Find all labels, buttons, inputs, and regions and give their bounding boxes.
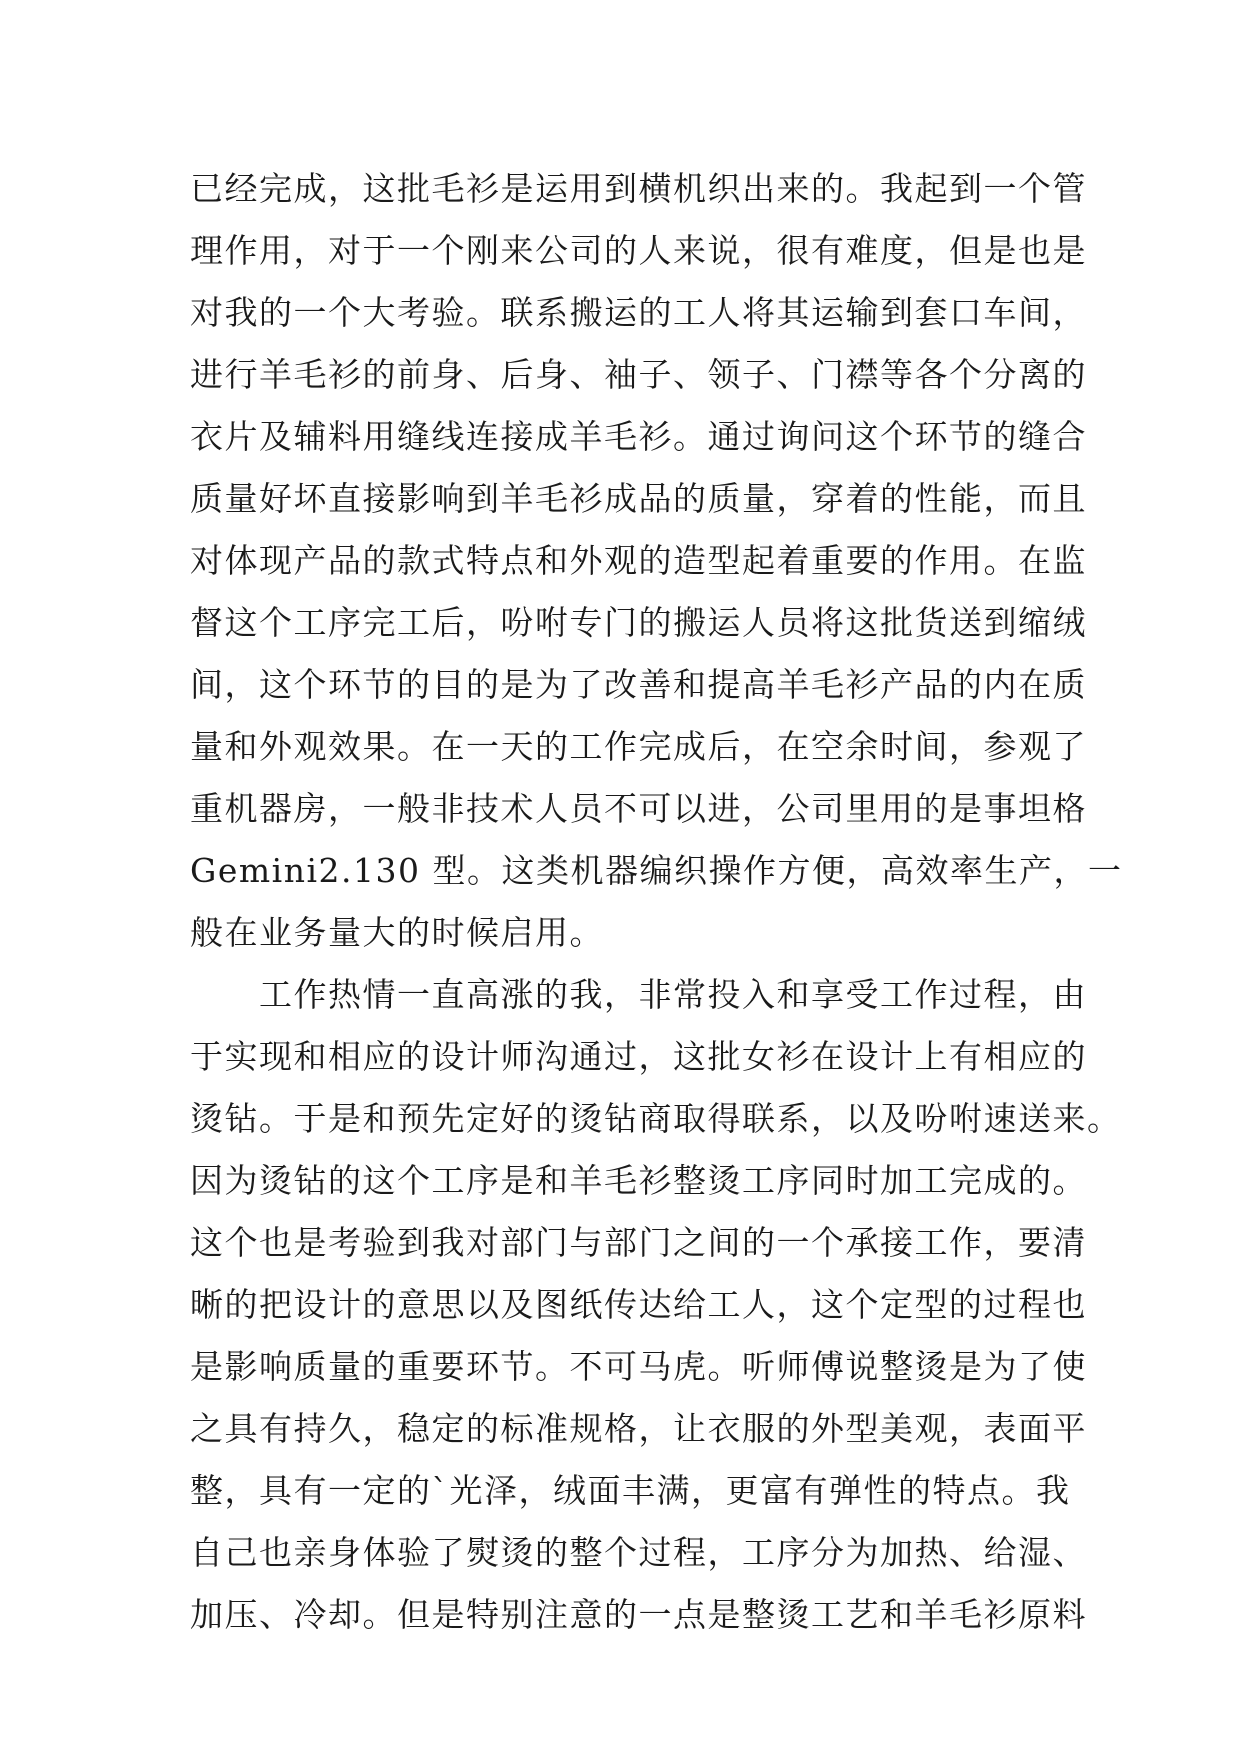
text-line: 加压、冷却。但是特别注意的一点是整烫工艺和羊毛衫原料 — [190, 1595, 1087, 1634]
text-line: 重机器房，一般非技术人员不可以进，公司里用的是事坦格 — [190, 789, 1087, 828]
text-line: 般在业务量大的时候启用。 — [190, 913, 604, 952]
text-line: 这个也是考验到我对部门与部门之间的一个承接工作，要清 — [190, 1223, 1087, 1262]
text-line: 之具有持久，稳定的标准规格，让衣服的外型美观，表面平 — [190, 1409, 1087, 1448]
text-line: 督这个工序完工后，吩咐专门的搬运人员将这批货送到缩绒 — [190, 603, 1087, 642]
body-text — [190, 158, 1123, 1646]
text-line: 进行羊毛衫的前身、后身、袖子、领子、门襟等各个分离的 — [190, 355, 1087, 394]
text-line: 量和外观效果。在一天的工作完成后，在空余时间，参观了 — [190, 727, 1087, 766]
text-line: 工作热情一直高涨的我，非常投入和享受工作过程，由 — [190, 975, 1087, 1014]
text-line: 对体现产品的款式特点和外观的造型起着重要的作用。在监 — [190, 541, 1087, 580]
text-line: 衣片及辅料用缝线连接成羊毛衫。通过询问这个环节的缝合 — [190, 417, 1087, 456]
text-line: 理作用，对于一个刚来公司的人来说，很有难度，但是也是 — [190, 231, 1087, 270]
text-line: 晰的把设计的意思以及图纸传达给工人，这个定型的过程也 — [190, 1285, 1087, 1324]
text-line: 已经完成，这批毛衫是运用到横机织出来的。我起到一个管 — [190, 169, 1087, 208]
text-line: 对我的一个大考验。联系搬运的工人将其运输到套口车间， — [190, 293, 1087, 332]
text-line: 烫钻。于是和预先定好的烫钻商取得联系，以及吩咐速送来。 — [190, 1099, 1122, 1138]
text-line: 间，这个环节的目的是为了改善和提高羊毛衫产品的内在质 — [190, 665, 1087, 704]
text-line: 是影响质量的重要环节。不可马虎。听师傅说整烫是为了使 — [190, 1347, 1087, 1386]
text-line: 自己也亲身体验了熨烫的整个过程，工序分为加热、给湿、 — [190, 1533, 1087, 1572]
text-line: 于实现和相应的设计师沟通过，这批女衫在设计上有相应的 — [190, 1037, 1087, 1076]
text-line: Gemini2.130 型。这类机器编织操作方便，高效率生产，一 — [190, 851, 1123, 890]
text-line: 质量好坏直接影响到羊毛衫成品的质量，穿着的性能，而且 — [190, 479, 1087, 518]
text-line: 整，具有一定的`光泽，绒面丰满，更富有弹性的特点。我 — [190, 1471, 1071, 1510]
text-line: 因为烫钻的这个工序是和羊毛衫整烫工序同时加工完成的。 — [190, 1161, 1087, 1200]
